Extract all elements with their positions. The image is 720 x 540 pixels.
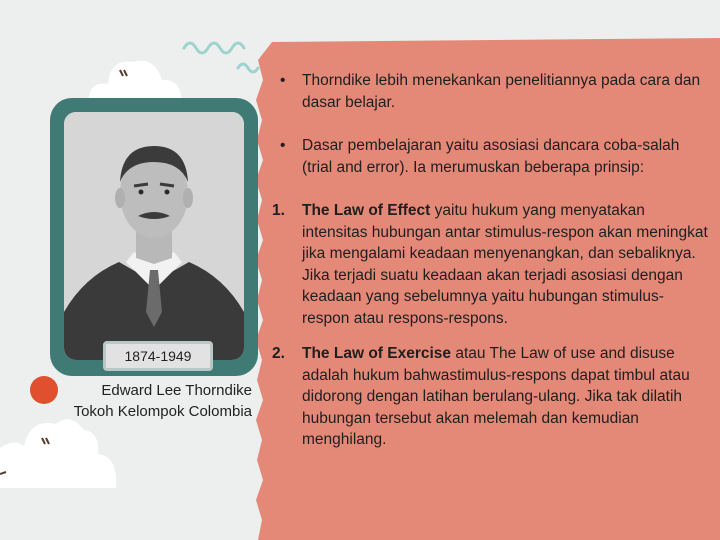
bullet-text: Dasar pembelajaran yaitu asosiasi dancara coba-salah (trial and error). Ia merumuskan beberapa prinsip: (302, 137, 680, 176)
person-subtitle: Tokoh Kelompok Colombia (73, 403, 252, 420)
portrait-photo (64, 112, 244, 360)
law-text: yaitu hukum yang menyatakan intensitas hubungan antar stimulus-respon akan meningkat jika mengalami keadaan menyenangkan, dan sebaliknya. Jika terjadi suatu keadaan akan terjadi asosiasi dengan keadaan yang sebelumnya yaitu hubungan stimulus-respon atau respons-respons. (302, 202, 708, 327)
content-panel (270, 70, 710, 465)
portrait-frame (50, 98, 258, 376)
law-item (270, 343, 710, 451)
person-name: Edward Lee Thorndike (101, 382, 252, 399)
law-text: atau The Law of use and disuse adalah hukum bahwastimulus-respons dapat timbul atau didorong dengan latihan berulang-ulang. Jika tak dilatih hubungan tersebut akan melemah dan kemudian menghilang. (302, 345, 690, 448)
law-number: 1. (272, 202, 285, 219)
law-item (270, 200, 710, 329)
wave-decoration (182, 34, 272, 74)
years-label: 1874-1949 (103, 341, 213, 371)
bullet-marker: • (280, 137, 286, 154)
law-title: The Law of Exercise (302, 345, 452, 362)
bullet-item (270, 70, 710, 113)
bullet-marker: • (280, 72, 286, 89)
law-title: The Law of Effect (302, 202, 431, 219)
law-number: 2. (272, 345, 285, 362)
bullet-text: Thorndike lebih menekankan penelitiannya pada cara dan dasar belajar. (302, 72, 701, 111)
bullet-item (270, 135, 710, 178)
